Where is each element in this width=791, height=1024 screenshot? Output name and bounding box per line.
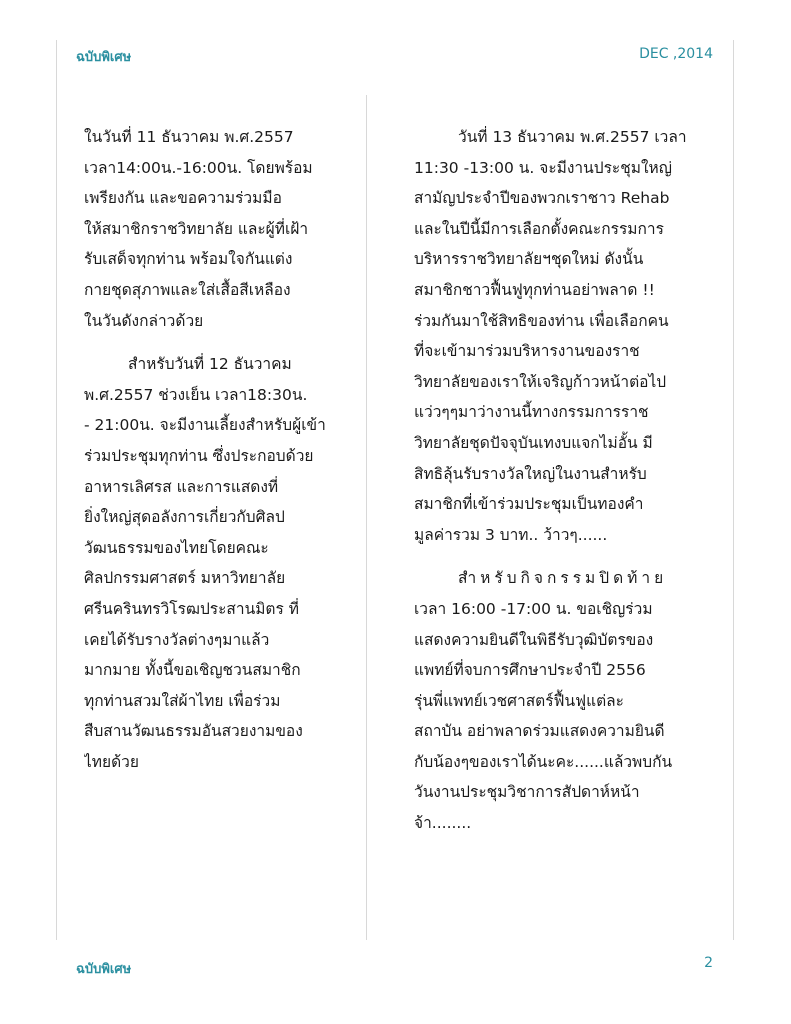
text-line: ร่วมประชุมทุกท่าน ซึ่งประกอบด้วย [84, 446, 314, 465]
text-line: วิทยาลัยของเราให้เจริญก้าวหน้าต่อไป [414, 372, 667, 391]
text-line: แว่วๆๆมาว่างานนี้ทางกรรมการราช [414, 403, 649, 422]
text-line: ไทยด้วย [84, 752, 139, 771]
left-margin-rule [56, 40, 57, 940]
text-line: วัฒนธรรมของไทยโดยคณะ [84, 538, 269, 557]
text-line: สถาบัน อย่าพลาดร่วมแสดงความยินดี [414, 722, 665, 741]
right-text-column [414, 122, 693, 852]
text-line: เคยได้รับรางวัลต่างๆมาแล้ว [84, 630, 270, 649]
text-line: วันที่ 13 ธันวาคม พ.ศ.2557 เวลา [458, 128, 687, 146]
text-line: ในวันดังกล่าวด้วย [84, 311, 204, 330]
left-text-column [84, 122, 334, 790]
text-line: สมาชิกชาวฟื้นฟูทุกท่านอย่าพลาด !! [414, 280, 655, 299]
text-line: กายชุดสุภาพและใส่เสื้อสีเหลือง [84, 280, 291, 299]
text-line: และในปีนี้มีการเลือกตั้งคณะกรรมการ [414, 219, 664, 238]
text-line: ที่จะเข้ามาร่วมบริหารงานของราช [414, 342, 640, 361]
text-line: สำหรับกิจกรรมปิดท้าย [458, 569, 668, 588]
text-line: สืบสานวัฒนธรรมอันสวยงามของ [84, 722, 303, 741]
text-line: ศิลปกรรมศาสตร์ มหาวิทยาลัย [84, 569, 286, 588]
footer-edition-label: ฉบับพิเศษ [76, 962, 132, 977]
header-date-label: DEC ,2014 [639, 46, 713, 62]
page-number: 2 [704, 955, 713, 971]
text-line: มูลค่ารวม 3 บาท.. ว้าวๆ...... [414, 525, 608, 544]
text-line: เพรียงกัน และขอความร่วมมือ [84, 189, 282, 208]
text-line: เวลา14:00น.-16:00น. โดยพร้อม [84, 158, 313, 177]
text-line: บริหารราชวิทยาลัยฯชุดใหม่ ดังนั้น [414, 250, 644, 269]
text-line: 11:30 -13:00 น. จะมีงานประชุมใหญ่ [414, 158, 672, 177]
text-line: วิทยาลัยชุดปัจจุบันเทงบแจกไม่อั้น มี [414, 433, 653, 452]
text-line: ร่วมกันมาใช้สิทธิของท่าน เพื่อเลือกคน [414, 311, 669, 330]
right-margin-rule [733, 40, 734, 940]
text-line: สมาชิกที่เข้าร่วมประชุมเป็นทองคำ [414, 495, 644, 514]
text-line: กับน้องๆของเราได้นะคะ......แล้วพบกัน [414, 752, 673, 771]
text-line: สามัญประจำปีของพวกเราชาว Rehab [414, 189, 670, 208]
text-line: ทุกท่านสวมใส่ผ้าไทย เพื่อร่วม [84, 691, 281, 710]
text-line: รับเสด็จทุกท่าน พร้อมใจกันแต่ง [84, 250, 293, 269]
text-line: วันงานประชุมวิชาการสัปดาห์หน้า [414, 783, 640, 802]
right-paragraph-2 [414, 563, 693, 838]
text-line: มากมาย ทั้งนี้ขอเชิญชวนสมาชิก [84, 661, 301, 680]
text-line: ในวันที่ 11 ธันวาคม พ.ศ.2557 [84, 128, 294, 146]
text-line: แพทย์ที่จบการศึกษาประจำปี 2556 [414, 661, 646, 680]
text-line: ยิ่งใหญ่สุดอลังการเกี่ยวกับศิลป [84, 508, 285, 527]
text-line: เวลา 16:00 -17:00 น. ขอเชิญร่วม [414, 599, 653, 618]
left-paragraph-2 [84, 349, 334, 777]
text-line: สิทธิลุ้นรับรางวัลใหญ่ในงานสำหรับ [414, 464, 647, 483]
text-line: รุ่นพี่แพทย์เวชศาสตร์ฟื้นฟูแต่ละ [414, 691, 624, 710]
column-divider-rule [366, 95, 367, 940]
text-line: พ.ศ.2557 ช่วงเย็น เวลา18:30น. [84, 385, 308, 404]
text-line: ศรีนครินทรวิโรฒประสานมิตร ที่ [84, 599, 299, 618]
text-line: อาหารเลิศรส และการแสดงที่ [84, 477, 279, 496]
text-line: สำหรับวันที่ 12 ธันวาคม [128, 355, 292, 374]
left-paragraph-1 [84, 122, 334, 336]
header-edition-label: ฉบับพิเศษ [76, 50, 132, 65]
text-line: แสดงความยินดีในพิธีรับวุฒิบัตรของ [414, 630, 654, 649]
text-line: - 21:00น. จะมีงานเลี้ยงสำหรับผู้เข้า [84, 416, 326, 435]
text-line: จ้า........ [414, 814, 472, 833]
right-paragraph-1 [414, 122, 693, 550]
text-line: ให้สมาชิกราชวิทยาลัย และผู้ที่เฝ้า [84, 219, 309, 238]
